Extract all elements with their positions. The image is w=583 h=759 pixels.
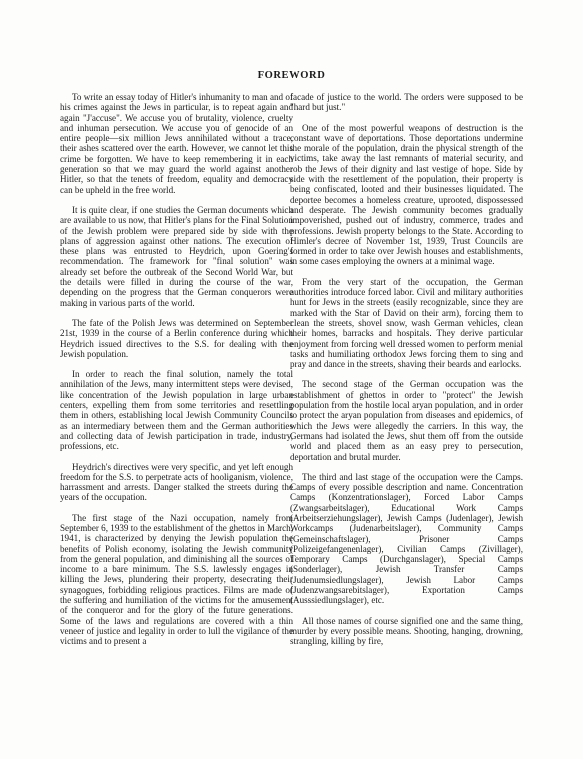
page-title: FOREWORD [257, 70, 326, 81]
paragraph: facade of justice to the world. The orders were supposed to be "hard but just." [290, 92, 523, 113]
paragraph: The fate of the Polish Jews was determined on September 21st, 1939 in the course of a Berlin conference during which Heydrich issued directives to the S.S. for dealing with the Jewish population. [60, 317, 293, 359]
paragraph: In order to reach the final solution, namely the total annihilation of the Jews, many intermittent steps were devised, like concentration of the Jewish population in large urban centers, expelling them from some territories and resettling them in others, establishing local Jewish Community Councils as an intermediary between them and the German authorities and collecting data of Jewish participation in trade, industry, professions, etc. [60, 369, 293, 452]
right-column [290, 92, 523, 657]
paragraph: To write an essay today of Hitler's inhumanity to man and of his crimes against the Jews in particular, is to repeat again and again "J'accuse". We accuse you of brutality, violence, cruelty and inhuman persecution. We accuse you of genocide of an entire people—six million Jews annihilated without a trace, their ashes scattered over the earth. However, we cannot let this crime be forgotten. We have to keep remembering it in each generation so that we may guard the world against another Hitler, so that the tenets of freedom, equality and democracy can be upheld in the free world. [60, 92, 293, 195]
left-column [60, 92, 293, 657]
paragraph: The third and last stage of the occupation were the Camps. Camps of every possible description and name. Concentration Camps (Konzentrationslager), Forced Labor Camps (Zwangsarbeitslager), Educational Work Camps (Arbeitserziehungslager), Jewish Camps (Judenlager), Jewish Workcamps (Judenarbeitslager), Community Camps (Gemeinschaftslager), Prisoner Camps (Polizeigefangenenlager), Civilian Camps (Zivillager), Temporary Camps (Durchganslager), Special Camps (Sonderlager), Jewish Transfer Camps (Judenumsiedlungslager), Jewish Labor Camps (Judenzwangsarebitslager), Exportation Camps (Ausssiedlungslager), etc. [290, 471, 523, 606]
paragraph: It is quite clear, if one studies the German documents which are available to us now, that Hitler's plans for the Final Solution of the Jewish problem were prepared side by side with the plans of aggression against other nations. The execution of these plans was entrusted to Heydrich, upon Goering's recommendation. The framework for "final solution" was already set before the outbreak of the Second World War, but the details were filled in during the course of the war, depending on the progress that the German conquerors were making in various parts of the world. [60, 204, 293, 308]
paragraph: Heydrich's directives were very specific, and yet left enough freedom for the S.S. to perpetrate acts of hooliganism, violence, harrassment and arrests. Danger stalked the streets during the years of the occupation. [60, 461, 293, 503]
paragraph: The first stage of the Nazi occupation, namely from September 6, 1939 to the establishment of the ghettos in March, 1941, is characterized by denying the Jewish population the benefits of Polish economy, isolating the Jewish community from the general population, and diminishing all the sources of income to a bare minimum. The S.S. lawlessly engages in killing the Jews, plundering their property, desecrating their synagogues, forbidding religious practices. Films are made of the suffering and humiliation of the victims for the amusement of the conqueror and for the glory of the future generations. Some of the laws and regulations are covered with a thin veneer of justice and legality in order to lull the vigilance of the victims and to present a [60, 512, 293, 647]
paragraph: From the very start of the occupation, the German authorities introduce forced labor. Civil and military authorities hunt for Jews in the streets (easily recognizable, since they are marked with the Star of David on their arm), forcing them to clean the streets, shovel snow, wash German vehicles, clean their homes, barracks and hospitals. They derive particular enjoyment from forcing well dressed women to perform menial tasks and humiliating orthodox Jews forcing them to sing and pray and dance in the streets, shaving their beards and earlocks. [290, 276, 523, 370]
paragraph: One of the most powerful weapons of destruction is the constant wave of deportations. Those deportations undermine the morale of the population, drain the physical strength of the victims, take away the last remnants of material security, and rob the Jews of their dignity and last vestige of hope. Side by side with the resettlement of the population, their property is being confiscated, looted and their businesses liquidated. The deportee becomes a homeless creature, uprooted, dispossessed and desperate. The Jewish community becomes gradually impoverished, pushed out of industry, commerce, trades and professions. Jewish property belongs to the State. According to Himler's decree of November 1st, 1939, Trust Councils are formed in order to take over Jewish houses and establishments, in some cases employing the owners at a minimal wage. [290, 122, 523, 267]
paragraph: All those names of course signified one and the same thing, murder by every possible means. Shooting, hanging, drowning, strangling, killing by fire, [290, 615, 523, 647]
paragraph: The second stage of the German occupation was the establishment of ghettos in order to "protect" the Jewish population from the hostile local aryan population, and in order to protect the aryan population from diseases and epidemics, of which the Jews were allegedly the carriers. In this way, the Germans had isolated the Jews, shut them off from the outside world and placed them as an easy prey to persecution, deportation and brutal murder. [290, 379, 523, 462]
